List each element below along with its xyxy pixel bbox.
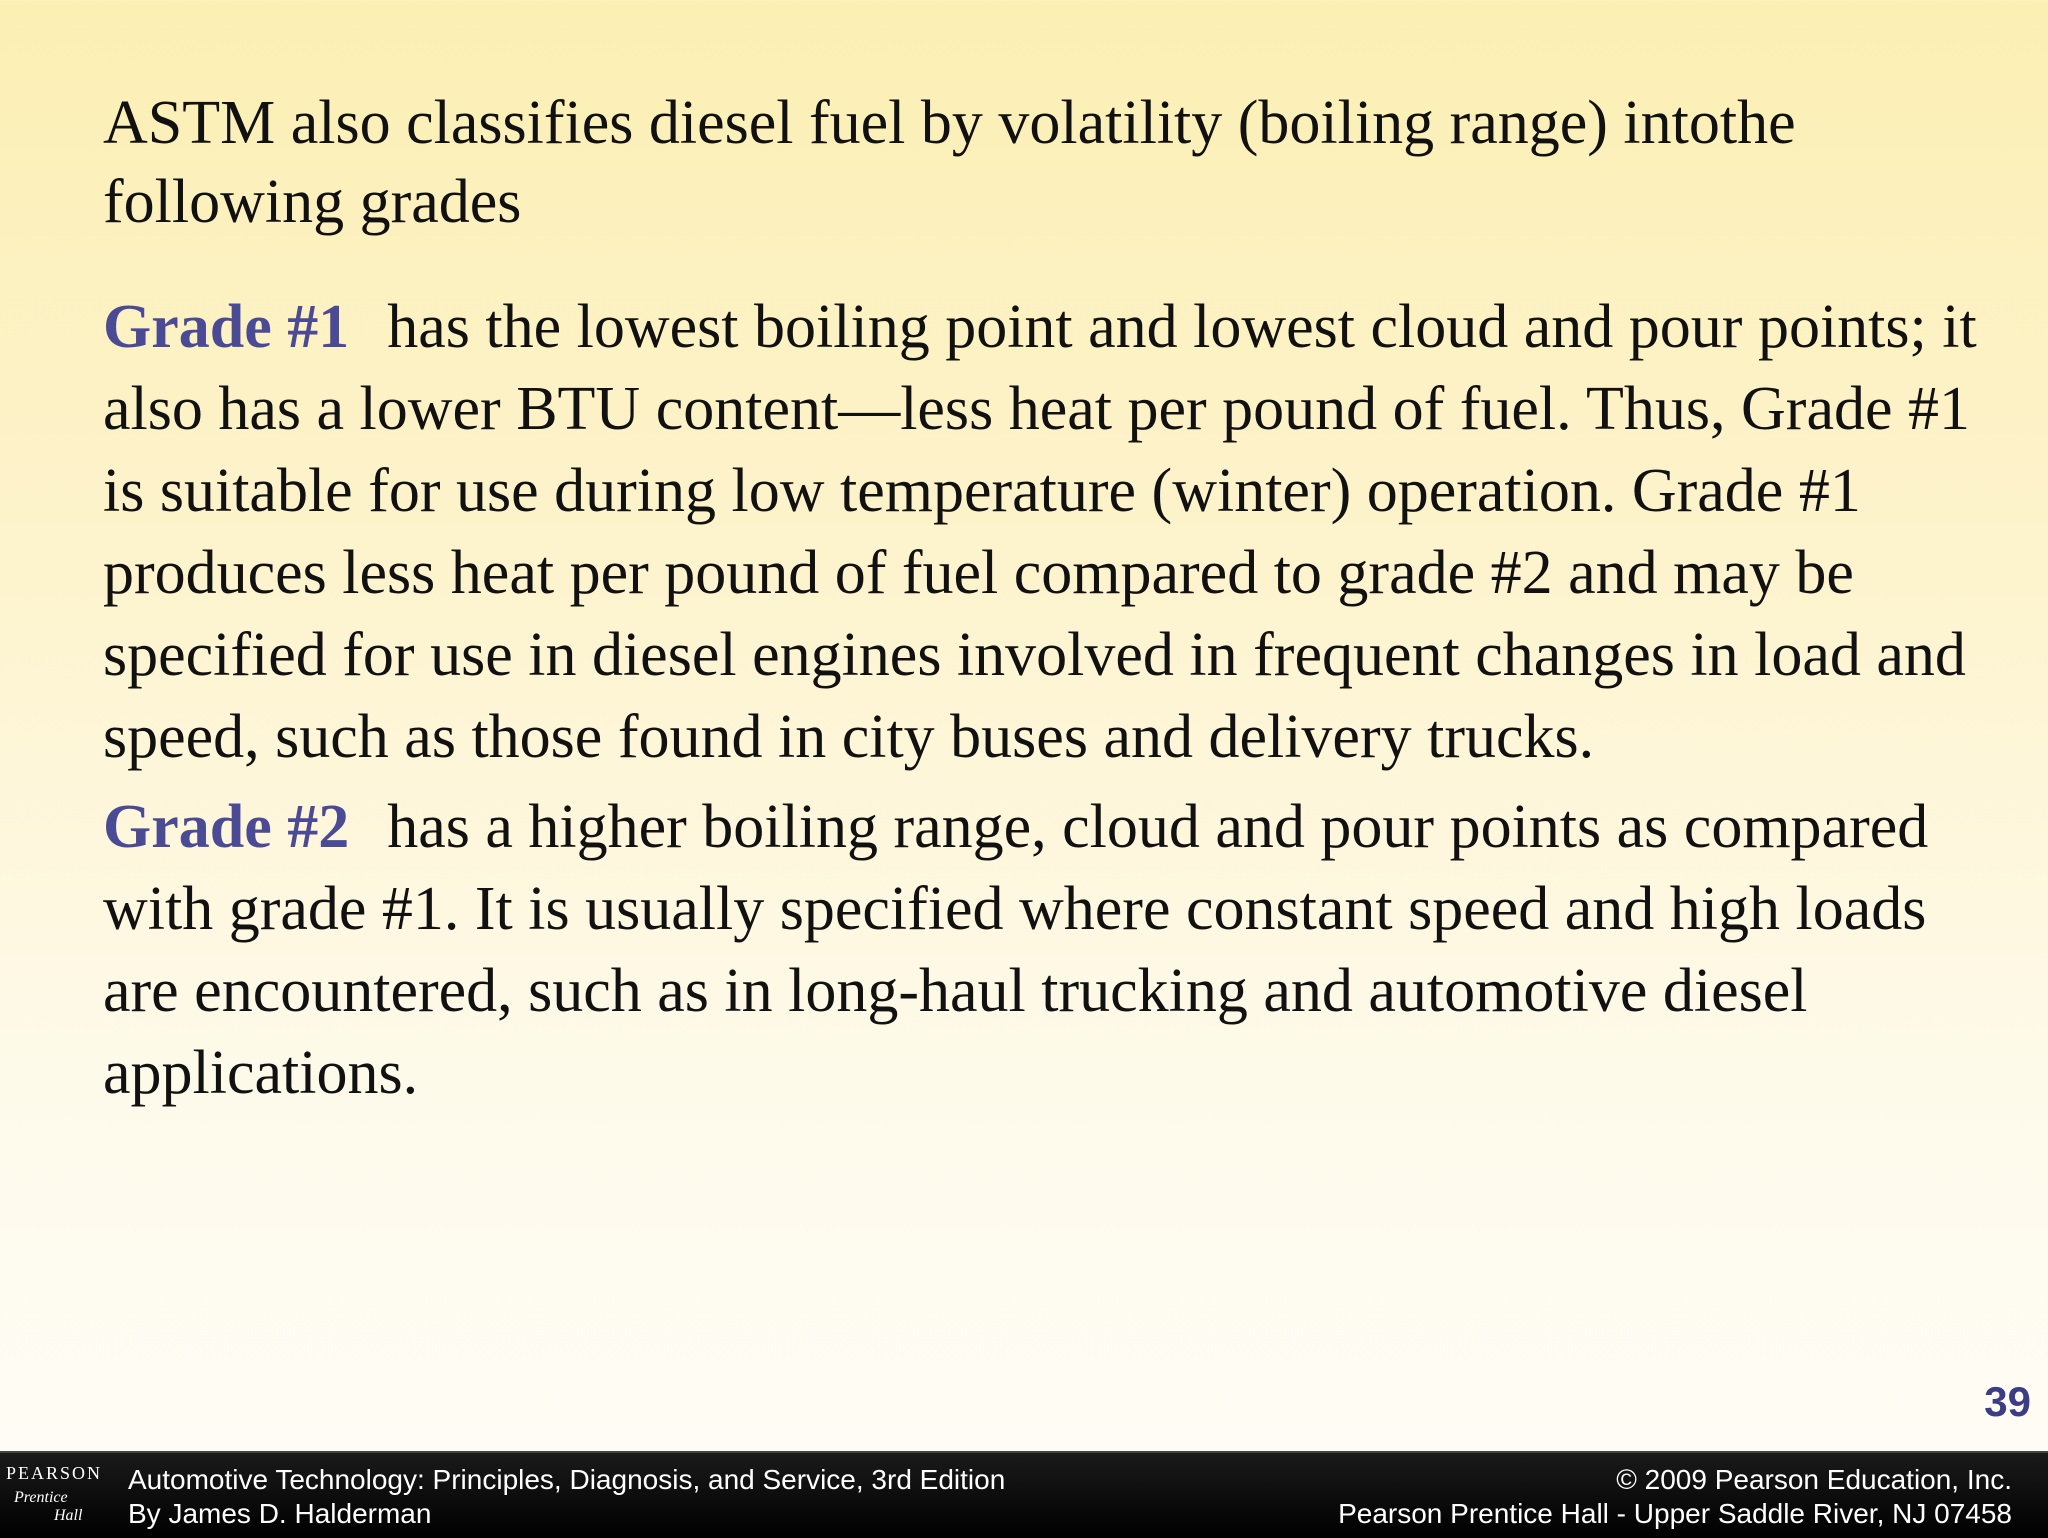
grade-1-text: has the lowest boiling point and lowest cloud and pour points; it also has a lower BTU content—less heat per pound of fuel. Thus, Grade #1 is suitable for use during low temperature (winter) operation. Grade #1 produces less heat per pound of fuel compared to grade #2 and may be specified for use in diesel engines involved in frequent changes in load and speed, such as those found in city buses and delivery trucks.	[103, 293, 1977, 771]
pearson-prentice-hall-logo	[6, 1463, 102, 1533]
footer-bar	[0, 1451, 2048, 1538]
footer-book-info	[128, 1463, 1005, 1531]
logo-pearson-text: PEARSON	[6, 1463, 103, 1483]
grade-2-label: Grade #2	[103, 793, 350, 861]
copyright-text: © 2009 Pearson Education, Inc.	[1616, 1464, 2012, 1495]
publisher-text: Pearson Prentice Hall - Upper Saddle River, NJ 07458	[1338, 1498, 2012, 1529]
grade-2-text: has a higher boiling range, cloud and pour points as compared with grade #1. It is usually specified where constant speed and high loads are encountered, such as in long-haul trucking and automotive diesel applications.	[103, 793, 1929, 1107]
intro-text: ASTM also classifies diesel fuel by volatility (boiling range) intothe following grades	[103, 89, 1796, 236]
footer-publisher-info	[1338, 1463, 2012, 1531]
slide-body	[103, 84, 2003, 1122]
book-title: Automotive Technology: Principles, Diagnosis, and Service, 3rd Edition	[128, 1464, 1006, 1495]
grade-1-label: Grade #1	[103, 293, 350, 361]
page-number: 39	[1984, 1378, 2031, 1425]
grade-1-paragraph	[103, 286, 2003, 778]
grade-2-paragraph	[103, 786, 2003, 1114]
logo-prentice-hall	[6, 1489, 102, 1525]
book-author: By James D. Halderman	[128, 1498, 432, 1529]
logo-hall-text: Hall	[54, 1507, 83, 1524]
logo-prentice-text: Prentice	[14, 1489, 68, 1506]
